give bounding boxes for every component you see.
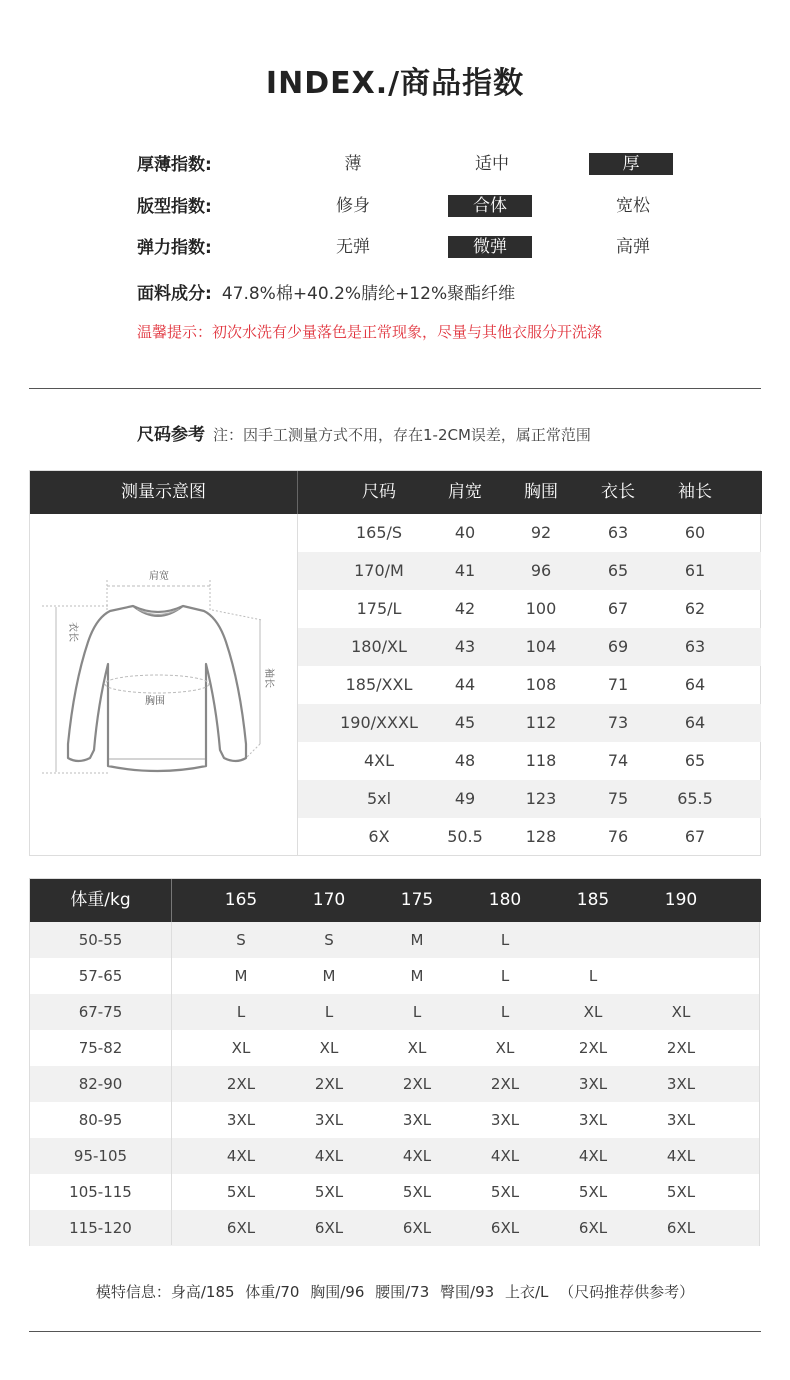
size-row (298, 552, 761, 590)
recommended-size-cell: L (500, 967, 510, 985)
header-shoulder: 肩宽 (448, 482, 482, 502)
weight-range-cell: 95-105 (73, 1147, 128, 1165)
size-reference-text: 注：因手工测量方式不用，存在1-2CM误差，属正常范围 (213, 426, 591, 444)
wash-warning: 温馨提示：初次水洗有少量落色是正常现象，尽量与其他衣服分开洗涤 (137, 323, 603, 341)
size-cell: 165/S (355, 523, 403, 542)
diagram-label-shoulder: 肩宽 (149, 571, 169, 582)
size-cell: 76 (607, 827, 629, 846)
recommended-size-cell: 5XL (490, 1183, 520, 1201)
recommended-size-cell: M (410, 967, 424, 985)
fabric-value: 47.8%棉+40.2%腈纶+12%聚酯纤维 (221, 284, 516, 304)
divider (29, 388, 761, 389)
recommended-size-cell: 3XL (578, 1075, 608, 1093)
page-title: INDEX./商品指数 (265, 66, 525, 101)
recommended-size-cell: 2XL (666, 1039, 696, 1057)
recommended-size-cell: XL (319, 1039, 339, 1057)
size-cell: 49 (454, 789, 476, 808)
size-row (298, 818, 761, 856)
recommended-size-cell: 2XL (402, 1075, 432, 1093)
fit-index-row (137, 195, 697, 219)
fabric-label: 面料成分: (137, 284, 212, 304)
weight-range-cell: 50-55 (78, 931, 123, 949)
recommended-size-cell: 5XL (578, 1183, 608, 1201)
weight-height-table (29, 878, 760, 1246)
size-cell: 40 (454, 523, 476, 542)
size-row (298, 780, 761, 818)
header-divider (297, 471, 298, 514)
recommended-size-cell: XL (231, 1039, 251, 1057)
height-header: 190 (664, 890, 698, 910)
weight-row (30, 958, 759, 994)
thickness-index-label: 厚薄指数: (137, 155, 212, 175)
size-cell: 108 (525, 675, 557, 694)
size-cell: 175/L (356, 599, 402, 618)
recommended-size-cell: 4XL (314, 1147, 344, 1165)
diagram-header: 测量示意图 (121, 482, 206, 502)
fit-option-loose: 宽松 (616, 196, 650, 216)
thickness-option-thin: 薄 (344, 154, 362, 174)
stretch-option-none: 无弹 (336, 237, 370, 257)
recommended-size-cell: S (236, 931, 246, 949)
size-cell: 104 (525, 637, 557, 656)
size-cell: 45 (454, 713, 476, 732)
recommended-size-cell: 3XL (490, 1111, 520, 1129)
size-table-header (30, 471, 762, 514)
size-cell: 5xl (366, 789, 392, 808)
weight-row (30, 1102, 759, 1138)
recommended-size-cell: M (410, 931, 424, 949)
weight-row (30, 1138, 759, 1174)
size-cell: 123 (525, 789, 557, 808)
size-cell: 118 (525, 751, 557, 770)
height-header: 185 (576, 890, 610, 910)
size-cell: 73 (607, 713, 629, 732)
weight-range-cell: 67-75 (78, 1003, 123, 1021)
height-header: 170 (312, 890, 346, 910)
recommended-size-cell: 6XL (314, 1219, 344, 1237)
weight-row (30, 1174, 759, 1210)
recommended-size-cell: 4XL (490, 1147, 520, 1165)
recommended-size-cell: L (236, 1003, 246, 1021)
size-cell: 43 (454, 637, 476, 656)
recommended-size-cell: M (234, 967, 248, 985)
recommended-size-cell: L (412, 1003, 422, 1021)
recommended-size-cell: 5XL (402, 1183, 432, 1201)
recommended-size-cell (563, 922, 623, 958)
size-cell: 67 (607, 599, 629, 618)
thickness-option-medium: 适中 (475, 154, 509, 174)
weight-range-cell: 75-82 (78, 1039, 123, 1057)
fit-option-slim: 修身 (336, 196, 370, 216)
recommended-size-cell: 4XL (666, 1147, 696, 1165)
recommended-size-cell: 6XL (226, 1219, 256, 1237)
size-table (29, 470, 761, 856)
height-header: 175 (400, 890, 434, 910)
weight-range-cell: 57-65 (78, 967, 123, 985)
size-cell: 96 (530, 561, 552, 580)
recommended-size-cell (651, 958, 711, 994)
size-reference-label: 尺码参考 (137, 425, 205, 445)
size-reference-note (137, 420, 591, 445)
recommended-size-cell: 3XL (314, 1111, 344, 1129)
recommended-size-cell: M (322, 967, 336, 985)
recommended-size-cell: 5XL (666, 1183, 696, 1201)
diagram-label-chest: 胸围 (145, 696, 165, 707)
size-cell: 67 (684, 827, 706, 846)
header-size: 尺码 (362, 482, 396, 502)
size-row (298, 704, 761, 742)
size-cell: 65 (607, 561, 629, 580)
recommended-size-cell: 3XL (666, 1111, 696, 1129)
fit-index-label: 版型指数: (137, 197, 212, 217)
recommended-size-cell: 3XL (578, 1111, 608, 1129)
size-cell: 69 (607, 637, 629, 656)
size-cell: 41 (454, 561, 476, 580)
diagram-label-sleeve: 袖长 (263, 668, 274, 688)
recommended-size-cell: 5XL (226, 1183, 256, 1201)
fabric-composition (137, 279, 515, 304)
recommended-size-cell: L (500, 1003, 510, 1021)
recommended-size-cell: 2XL (578, 1039, 608, 1057)
stretch-option-high: 高弹 (616, 237, 650, 257)
header-length: 衣长 (601, 482, 635, 502)
recommended-size-cell: L (588, 967, 598, 985)
recommended-size-cell (651, 922, 711, 958)
weight-row (30, 994, 759, 1030)
stretch-index-label: 弹力指数: (137, 238, 212, 258)
weight-row (30, 1066, 759, 1102)
diagram-label-length: 衣长 (67, 622, 78, 642)
recommended-size-cell: 6XL (402, 1219, 432, 1237)
size-cell: 50.5 (447, 827, 483, 846)
size-cell: 170/M (354, 561, 404, 580)
size-row (298, 590, 761, 628)
column-divider (171, 922, 172, 1245)
size-cell: 63 (684, 637, 706, 656)
recommended-size-cell: XL (407, 1039, 427, 1057)
size-row (298, 628, 761, 666)
divider (29, 1331, 761, 1332)
stretch-option-slight: 微弹 (448, 236, 532, 258)
recommended-size-cell: 6XL (578, 1219, 608, 1237)
size-cell: 61 (684, 561, 706, 580)
sweater-diagram (30, 514, 297, 856)
size-cell: 128 (525, 827, 557, 846)
size-cell: 4XL (363, 751, 395, 770)
size-cell: 92 (530, 523, 552, 542)
recommended-size-cell: 6XL (666, 1219, 696, 1237)
recommended-size-cell: 3XL (226, 1111, 256, 1129)
recommended-size-cell: L (324, 1003, 334, 1021)
recommended-size-cell: 2XL (314, 1075, 344, 1093)
size-cell: 64 (684, 675, 706, 694)
fit-option-regular: 合体 (448, 195, 532, 217)
size-cell: 100 (525, 599, 557, 618)
weight-range-cell: 80-95 (78, 1111, 123, 1129)
size-cell: 75 (607, 789, 629, 808)
recommended-size-cell: 2XL (226, 1075, 256, 1093)
thickness-index-row (137, 153, 697, 177)
weight-range-cell: 82-90 (78, 1075, 123, 1093)
header-chest: 胸围 (524, 482, 558, 502)
size-row (298, 666, 761, 704)
size-cell: 42 (454, 599, 476, 618)
weight-row (30, 922, 759, 958)
recommended-size-cell: 3XL (402, 1111, 432, 1129)
height-header: 180 (488, 890, 522, 910)
header-divider (171, 879, 172, 922)
size-cell: 112 (525, 713, 557, 732)
recommended-size-cell: S (324, 931, 334, 949)
weight-corner-header: 体重/kg (70, 890, 131, 910)
recommended-size-cell: 6XL (490, 1219, 520, 1237)
size-cell: 185/XXL (345, 675, 413, 694)
size-cell: 71 (607, 675, 629, 694)
thickness-option-thick: 厚 (589, 153, 673, 175)
weight-range-cell: 105-115 (69, 1183, 132, 1201)
recommended-size-cell: 4XL (226, 1147, 256, 1165)
size-cell: 63 (607, 523, 629, 542)
size-cell: 6X (368, 827, 390, 846)
recommended-size-cell: 4XL (402, 1147, 432, 1165)
size-cell: 44 (454, 675, 476, 694)
size-row (298, 514, 761, 552)
size-cell: 180/XL (351, 637, 407, 656)
height-header: 165 (224, 890, 258, 910)
measurement-diagram (30, 514, 298, 856)
header-sleeve: 袖长 (678, 482, 712, 502)
weight-range-cell: 115-120 (69, 1219, 132, 1237)
size-cell: 74 (607, 751, 629, 770)
size-cell: 190/XXXL (340, 713, 418, 732)
weight-row (30, 1210, 759, 1246)
recommended-size-cell: 4XL (578, 1147, 608, 1165)
recommended-size-cell: XL (495, 1039, 515, 1057)
size-row (298, 742, 761, 780)
size-cell: 64 (684, 713, 706, 732)
stretch-index-row (137, 236, 697, 260)
recommended-size-cell: XL (583, 1003, 603, 1021)
weight-row (30, 1030, 759, 1066)
recommended-size-cell: XL (671, 1003, 691, 1021)
size-cell: 65 (684, 751, 706, 770)
model-info: 模特信息：身高/185 体重/70 胸围/96 腰围/73 臀围/93 上衣/L （尺码推荐供参考） (95, 1283, 695, 1301)
size-cell: 60 (684, 523, 706, 542)
size-cell: 62 (684, 599, 706, 618)
size-cell: 65.5 (677, 789, 713, 808)
recommended-size-cell: 3XL (666, 1075, 696, 1093)
recommended-size-cell: 2XL (490, 1075, 520, 1093)
weight-table-header (30, 879, 761, 922)
recommended-size-cell: 5XL (314, 1183, 344, 1201)
size-cell: 48 (454, 751, 476, 770)
recommended-size-cell: L (500, 931, 510, 949)
